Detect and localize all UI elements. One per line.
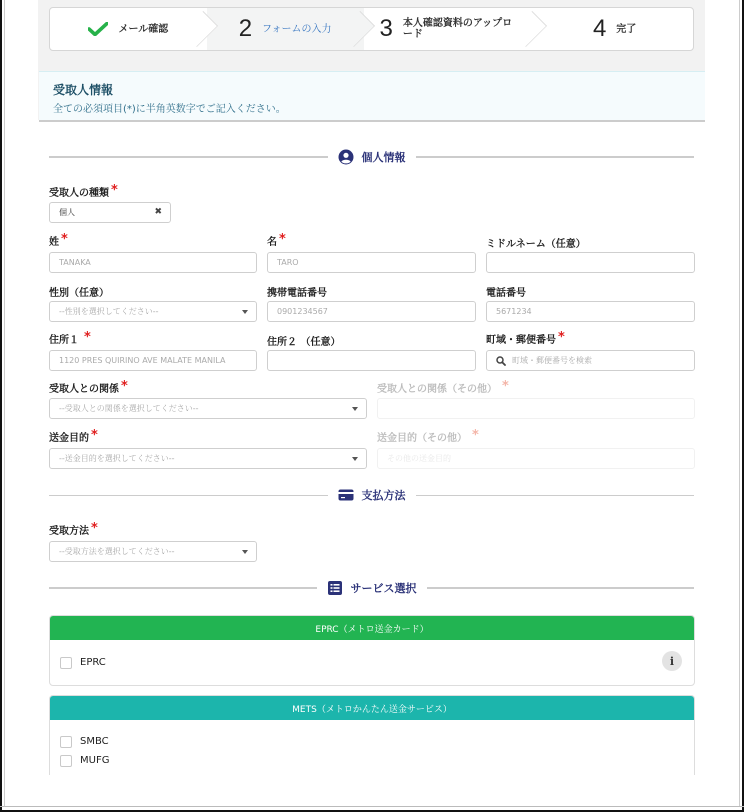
recipient-type-label: 受取人の種類 * xyxy=(49,183,118,199)
step-number: 2 xyxy=(238,15,253,42)
phone-label: 電話番号 xyxy=(486,288,526,299)
relationship-label: 受取人との関係 * xyxy=(49,379,128,395)
address2-label: 住所２ （任意） xyxy=(267,337,341,348)
section-title: 受取人情報 xyxy=(53,83,114,97)
first-name-label: 名 * xyxy=(267,232,286,248)
section-heading: サービス選択 xyxy=(350,582,417,595)
option-label: SMBC xyxy=(80,736,109,747)
window-bottom-edge xyxy=(0,806,744,812)
panel-header: EPRC（メトロ送金カード） xyxy=(50,616,694,640)
address1-label: 住所１ * xyxy=(49,330,91,346)
step-number: 4 xyxy=(592,15,607,42)
purpose-other-input[interactable]: その他の送金目的 xyxy=(377,448,695,469)
clear-icon[interactable]: ✖ xyxy=(154,207,162,217)
section-subtitle: 全ての必須項目(*)に半角英数字でご記入ください。 xyxy=(53,104,286,115)
section-heading: 支払方法 xyxy=(361,489,406,502)
phone-input[interactable]: 5671234 xyxy=(486,301,695,322)
relationship-other-label: 受取人との関係（その他） * xyxy=(377,379,509,395)
step-label: メール確認 xyxy=(118,23,169,35)
gender-select[interactable]: --性別を選択してください-- xyxy=(49,301,257,322)
middle-name-label: ミドルネーム（任意） xyxy=(486,239,586,250)
section-heading: 個人情報 xyxy=(361,151,406,164)
receive-method-select[interactable]: --受取方法を選択してください-- xyxy=(49,541,257,562)
option-label: MUFG xyxy=(80,755,110,766)
info-icon[interactable]: i xyxy=(662,651,682,671)
town-zip-search-input[interactable]: 町域・郵便番号を検索 xyxy=(486,350,695,371)
address1-input[interactable]: 1120 PRES QUIRINO AVE MALATE MANILA xyxy=(49,350,257,371)
purpose-other-label: 送金目的（その他） * xyxy=(377,428,479,444)
option-label: EPRC xyxy=(80,657,106,668)
mobile-input[interactable]: 0901234567 xyxy=(267,301,476,322)
purpose-label: 送金目的 * xyxy=(49,428,98,444)
step-label: 完了 xyxy=(616,23,637,35)
gender-label: 性別（任意） xyxy=(49,288,109,299)
last-name-input[interactable]: TANAKA xyxy=(49,252,257,273)
purpose-select[interactable]: --送金目的を選択してください-- xyxy=(49,448,367,469)
selected-value: 個人 xyxy=(59,208,75,217)
town-zip-label: 町域・郵便番号 * xyxy=(486,330,565,346)
step-label: 本人確認資料のアップロード xyxy=(402,18,513,40)
relationship-select[interactable]: --受取人との関係を選択してください-- xyxy=(49,398,367,419)
first-name-input[interactable]: TARO xyxy=(267,252,476,273)
mobile-label: 携帯電話番号 xyxy=(267,288,327,299)
receive-method-label: 受取方法 * xyxy=(49,521,98,537)
step-label: フォームの入力 xyxy=(262,23,332,35)
step-number: 3 xyxy=(379,15,393,42)
last-name-label: 姓 * xyxy=(49,232,68,248)
panel-header: METS（メトロかんたん送金サービス） xyxy=(50,696,694,720)
